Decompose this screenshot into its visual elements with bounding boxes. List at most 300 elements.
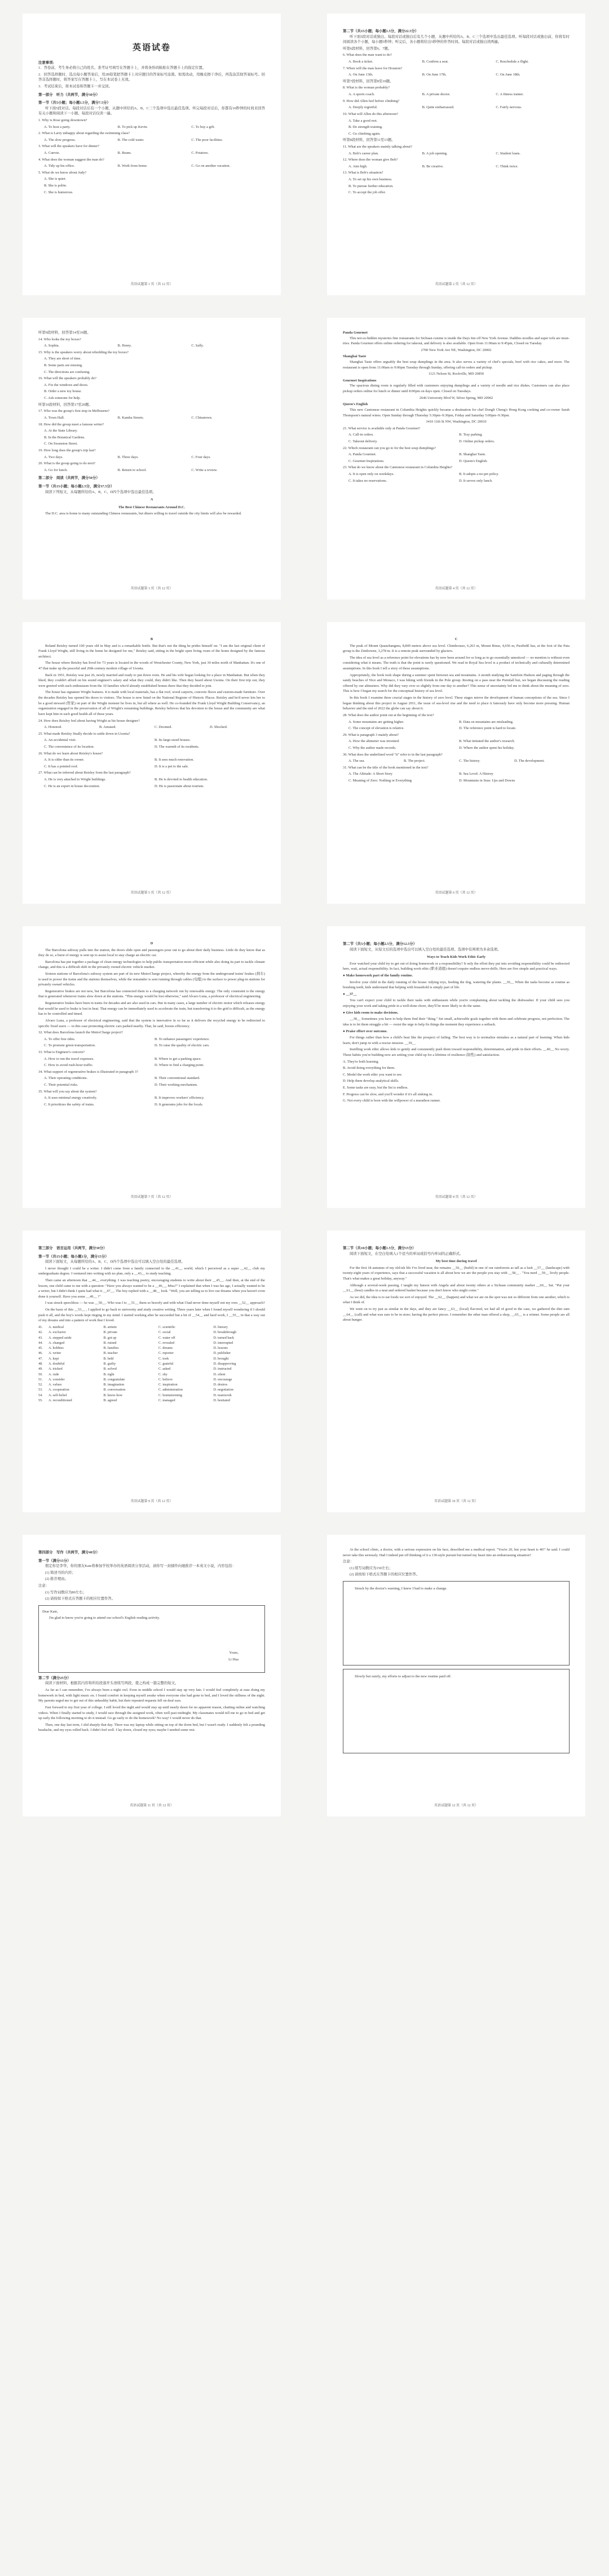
question-stem: 15. Why is the speakers worry about rebuilding the toy boxes? xyxy=(38,350,129,354)
passage-paragraph: The idea of sea level as a reference point for elevations has by now been around for so long as to go essentially unnoticed — no mention is without even considering what it means. The truth is that the point is rarely questioned. We read in Royal Sea level is a product of technically and culturally determined assumptions. In this book I tell a story of these assumptions. xyxy=(343,655,570,671)
restaurant-desc: The spacious dining room is regularly filled with customers enjoying dumplings and a variety of noodle and rice dishes. Customers can also place pickup orders online for lunch or dinner until 8:00pm on days open. Closed on Tuesdays. xyxy=(343,384,570,394)
option: C. Their potential risks. xyxy=(44,1083,78,1087)
option: B. Where to get a parking space. xyxy=(155,1056,202,1061)
option: B. congratulate xyxy=(103,1377,125,1382)
note-item: 1．答卷前，考生务必将自己的姓名、准考证号填写在答题卡上，并将条形码粘贴在答题卡上的指定位置。 xyxy=(38,66,206,70)
note-item: (1) 续写词数应为150左右； xyxy=(350,1566,393,1570)
passage-paragraph: Regenerative brakes are not new, but Barcelona has connected them to a charging network run by renewable energy. The only constraint is the energy that is generated whenever trains slow down at the stations. "This energy would be lost otherwise," said Alvaro Luna, a professor of electrical engineering. xyxy=(38,989,265,999)
cloze-number: 47. xyxy=(38,1356,43,1361)
option: A. An accidental visit. xyxy=(44,738,76,743)
option: C. Student loans. xyxy=(496,151,521,156)
option: C. A fitness trainer. xyxy=(496,92,524,97)
option: D. The reference point is hard to locate. xyxy=(459,726,517,731)
passage-paragraph: Barcelona has put together a package of clean energy technologies to help public transportation more efficient while also doing its part to tackle climate change, and this is a difficult shift in the privately owned electric vehicle market. xyxy=(38,960,265,970)
option: B. Its large-sized houses. xyxy=(155,738,191,743)
question-options xyxy=(348,758,570,764)
cloze-number: 41. xyxy=(38,1325,43,1329)
question-stem: 1. Why is Rose going downtown? xyxy=(38,118,87,122)
exam-page-11 xyxy=(23,1535,281,1816)
option: D. Mountains in Seas: Ups and Downs xyxy=(459,779,515,783)
passage-paragraph: We went on to try just as similar in the days, and they are fancy __63__ (local) flavored, we had all of good in the case, we gathered the dim sum __64__ (call) and what was sure to be in store; having the perfect pieces. I remember the other man offered a shop, __65__ is a winner. Some people are all about hunger. xyxy=(343,1307,570,1322)
question-options xyxy=(348,719,570,725)
restaurant-address: 2700 New York Ave NE, Washington, DC 20002 xyxy=(421,348,492,352)
option: D. The development. xyxy=(514,759,545,763)
notes-label: 注意： xyxy=(343,1560,354,1564)
question xyxy=(38,131,265,143)
option: D. publisher xyxy=(213,1351,231,1356)
option: C. reporter xyxy=(158,1351,174,1356)
section-heading: 第一节（共15小题；每小题1分，满分15分） xyxy=(38,1254,109,1259)
question-options xyxy=(44,343,265,349)
option: A. The sea. xyxy=(348,759,365,763)
option: A. The Altitude: A Short Story xyxy=(348,772,392,776)
option: D. lessons xyxy=(213,1346,228,1351)
restaurant-desc: This new Cantonese restaurant in Columbia Heights quickly became a destination for chef Dongli Cheng's Hong Kong cooking and co-owner Sarah Thompson's natural wines. Open Sunday through Thursday 5:30pm–9:30pm, Friday and Saturday 5:00pm–9:30pm. xyxy=(343,407,570,418)
option: D. negotiation xyxy=(213,1388,233,1392)
option: C. believe xyxy=(158,1377,173,1382)
passage-letter: B xyxy=(150,637,153,641)
option: B. Do strength training. xyxy=(348,125,383,130)
exam-title: 英语试卷 xyxy=(132,43,171,52)
sheet-3 xyxy=(0,609,609,913)
option: C. Go on another vacation. xyxy=(191,164,231,168)
sheet-1 xyxy=(0,0,609,304)
passage-paragraph: Ever watched your child try to get out of doing homework or a responsibility? It only the effort they put into avoiding responsibility could be redirected here, wait, actual responsibility. In fact, building work ethic (职业道德) doesn't require endless nerve-drills. Here are five simple and practical ways. xyxy=(343,961,570,971)
option: D. Queen's English. xyxy=(459,459,488,463)
exam-page-8 xyxy=(327,926,585,1208)
option: B. solved xyxy=(103,1367,117,1371)
question-stem: 5. What do we know about Judy? xyxy=(38,170,87,175)
restaurant-name: Shanghai Taste xyxy=(343,354,367,359)
cloze-number: 43. xyxy=(38,1335,43,1340)
exam-page-7 xyxy=(23,926,281,1208)
passage-paragraph: As we did, the idea is to eat foods we sort of enjoyed. The __62__ (happen) and what we ate on the spot was not so different from one another, which is what I think of. xyxy=(343,1295,570,1305)
question-stem: 4. What does the woman suggest the man do? xyxy=(38,157,104,162)
question xyxy=(38,170,265,195)
passage-paragraph: I was struck speechless — he was __50__. Who was I to __51__ them so bravely and with what I had never done myself not my own __52__ approach? xyxy=(45,1301,265,1305)
question-options xyxy=(348,59,570,65)
option: C. water off xyxy=(158,1335,175,1340)
option: C. The convenience of its location. xyxy=(44,744,95,749)
option: A. They're both learning. xyxy=(343,1059,379,1064)
passage-paragraph: The peak of Mount Quanzhangmu, 8,849 meters above sea level. Chimborazo, 6,263 m, Mount Rinse, 4,656 m, Pusibidil has, at the foot of the Pata group is the Zimbowne, 3,278 m. It is a remote peak surrounded by glaciers. xyxy=(343,643,570,654)
question-options xyxy=(44,777,265,783)
option: A. At the State Library. xyxy=(44,429,78,433)
question-options xyxy=(348,452,570,458)
question-stem: 33. What is Engineer's concern? xyxy=(38,1050,85,1054)
option: B. got up xyxy=(103,1335,117,1340)
passage-paragraph: Regenerative brakes have been in trains for decades and are also used in cars. But in many cases, a large number of electric motor which releases energy that would be used to brake is lost in heat. That energy can be immediately used to accelerate the train, but transferring it to the grid is difficult, as the energy has to be controlled and timed. xyxy=(38,1001,265,1016)
option: B. Shanghai Taste. xyxy=(459,452,486,457)
sheet-5 xyxy=(0,1217,609,1521)
option: A. reconditioned xyxy=(48,1398,72,1403)
option: A. He is very attached to Wright buildings. xyxy=(44,778,106,782)
option: A. Panda Gourmet. xyxy=(348,452,377,457)
option: C. brainstorming xyxy=(158,1393,182,1397)
exam-page-3 xyxy=(23,318,281,599)
option: A. Sophia. xyxy=(44,344,60,348)
option: B. right xyxy=(103,1372,114,1376)
question-options xyxy=(348,459,570,464)
option: A. Carrots. xyxy=(44,151,60,156)
question-stem: 2. What is Larry unhappy about regarding the swimming class? xyxy=(38,131,130,136)
option: C. managed xyxy=(158,1398,175,1403)
option: B. On June 17th. xyxy=(422,73,447,77)
page-footer: 英语试题第 11 页（共 12 页） xyxy=(130,1804,174,1807)
question-stem: 24. How does Reisley feel about having Wright as his house designer? xyxy=(38,718,140,723)
note-item: 2．回答选择题时，选出每小题答案后，用2B铅笔把答题卡上对应题目的答案标号涂黑。如需改动，用橡皮擦干净后，再选涂其他答案标号。回答非选择题时，将答案写在答题卡上，写在本试卷上无效。 xyxy=(38,72,265,82)
passage-paragraph: Fast forward to my first year of college. I still loved the night and would stay up until nearly dawn for no apparent reason, chatting online and watching videos. When I finally started to study, I would race through the assigned work, often well past midnight. My classmates would tell me to go to bed and get up early the following morning to do it instead. Go go early to do the homework? No way! I would never do that. xyxy=(38,1705,265,1721)
letter-closing: Yours, xyxy=(229,1651,239,1655)
cloze-number: 44. xyxy=(38,1340,43,1345)
section-desc: 听下面5段对话。每段对话后有一个小题，从题中所给的A、B、C三个选项中选出最佳选项。听完每段对话后，你都有10秒钟的时间来回答有关小题和阅读下一小题。每段对话仅读一遍。 xyxy=(38,106,265,116)
cloze-number: 53. xyxy=(38,1388,43,1392)
question-options xyxy=(44,764,265,770)
exam-page-6 xyxy=(327,622,585,904)
option: A. To host a party. xyxy=(44,125,70,129)
question-stem: 29. What is paragraph 3 mainly about? xyxy=(343,732,399,737)
option: A. How the altimeter was invented. xyxy=(348,739,400,744)
option: D. interrupted xyxy=(213,1340,233,1345)
question-options xyxy=(44,455,265,460)
letter-answer-box xyxy=(38,1605,265,1673)
question-options xyxy=(348,771,570,777)
option: B. Sea Level: A History xyxy=(459,772,493,776)
passage-paragraph: The house where Reisley has lived for 73 years is located in the woods of Westchester County, New York, just 30 miles north of Manhattan. It's one of 47 that make up the peaceful and 20th-century modern village of Usonia. xyxy=(38,661,265,671)
option: B. Order a new toy house. xyxy=(44,389,82,394)
option: D. teamwork xyxy=(213,1393,232,1397)
option: A. rude xyxy=(48,1372,59,1376)
option: C. Fairly nervous. xyxy=(496,105,522,110)
notes-label: 注意： xyxy=(38,1584,50,1588)
question-options xyxy=(44,725,265,730)
option: D. disapproving xyxy=(213,1362,236,1366)
page-footer: 英语试题第 3 页（共 12 页） xyxy=(130,587,173,590)
part-heading: 第三部分 语言运用（共两节，满分30分） xyxy=(38,1246,107,1250)
sheet-4 xyxy=(0,913,609,1217)
option: B. Avoid doing everything for them. xyxy=(343,1066,395,1071)
question-stem: 16. What will the speakers probably do? xyxy=(38,376,96,381)
option: C. Takeout delivery. xyxy=(348,439,378,443)
option: D. Where to find a charging point. xyxy=(155,1063,204,1068)
question-options xyxy=(348,472,570,477)
option: B. The cold water. xyxy=(117,137,144,142)
option: D. The warmth of its residents. xyxy=(155,744,200,749)
question-options xyxy=(348,739,570,744)
option: A. writer xyxy=(48,1351,61,1356)
section-desc: 听下面5段对话或独白。每段对话或独白后有几个小题，从题中所给的A、B、C三个选项中选出最佳选项。听每段对话或独白前，你将有时间阅读各个小题，每小题5秒钟；听完后，各小题将给出5秒钟的作答时间。每段对话或独白读两遍。 xyxy=(343,34,570,45)
option: A. Some mountains are getting higher. xyxy=(348,719,404,724)
question-stem: 30. What does the underlined word "it" refer to in the last paragraph? xyxy=(343,752,443,757)
exam-page-12 xyxy=(327,1535,585,1816)
group-lead: 听第9段材料，回答第14至16题。 xyxy=(38,331,91,335)
cloze-number: 48. xyxy=(38,1362,43,1366)
part-heading: 第二部分 阅读（共两节，满分50分） xyxy=(38,476,100,481)
passage-letter: C xyxy=(454,637,458,641)
option: A. tricked xyxy=(48,1367,63,1371)
option: C. scientific xyxy=(158,1325,175,1329)
page-footer: 英语试题第 2 页（共 12 页） xyxy=(435,283,478,286)
option: A. Bob's career plan. xyxy=(348,151,379,156)
passage-title: The Best Chinese Restaurants Around D.C. xyxy=(118,505,186,509)
passage-paragraph: Back in 1951, Reisley was just 26, newly married and ready to put down roots. He and his wife began looking for a place in Manhattan. But when they liked, they couldn't afford on his sound engineer's salary and what they could, they didn't like. Then they heard about Usonia. On their first trip out, they were greeted with such enthusiasm from the 10 families who'd already established homes there that they decided to join. xyxy=(38,673,265,688)
option: B. Work from home. xyxy=(117,164,148,168)
option: C. took xyxy=(158,1356,169,1361)
option: B. held xyxy=(103,1356,114,1361)
passage-paragraph: For things rather than how a child's beat like the prospect of failing. The best way is to normalize mistakes as a natural part of learning. When kids learn, don't jump in with a rescue mission. __39__ xyxy=(343,1036,570,1045)
option: B. She is polite. xyxy=(44,184,67,188)
question-options xyxy=(44,744,265,750)
option: C. shy xyxy=(158,1372,167,1376)
requirement-item: (1) 简述书的内容； xyxy=(45,1570,76,1575)
option: A. The slow progress. xyxy=(44,137,76,142)
note-item: (2) 请按如下格式在答题卡的相应位置作答。 xyxy=(45,1597,116,1601)
page-footer: 英语试题第 9 页（共 12 页） xyxy=(130,1500,173,1503)
question-options xyxy=(44,738,265,743)
question-options xyxy=(44,1043,265,1049)
section-heading: 第一节（共15小题；每小题2.5分，满分37.5分） xyxy=(38,485,114,489)
option: D. literary xyxy=(213,1325,228,1329)
option: B. Three days. xyxy=(117,455,139,459)
restaurant-desc: Shanghai Taste offers arguably the best soup dumplings in the area. It also serves a variety of chef's specials, beef with rice cakes, and more. The restaurant is open from 11:00am to 9:00pm Tuesday through Sunday, offering call-in orders and pickup. xyxy=(343,360,570,370)
option: D. He is passionate about tourism. xyxy=(155,784,204,788)
question-stem: 23. What do we know about the Cantonese restaurant in Columbia Heights? xyxy=(343,465,453,470)
cloze-number: 50. xyxy=(38,1372,43,1376)
passage-subheading: ● Make homework part of the family routine. xyxy=(343,974,413,978)
option: C. Write a review. xyxy=(191,468,218,472)
option: C. dreams xyxy=(158,1346,173,1351)
section-heading: 第一节（满分15分） xyxy=(38,1558,71,1563)
passage-paragraph: On the basis of this __53__ , I applied to go back to university and study creative writing. Three years later when I found myself wondering if I should push it all, and the boy's words kept ringing in my mind. I started working after he succeeded but a bit of __54__ and hard work, I __55__ in that a way out of my dreams and into a pattern of work that I loved. xyxy=(38,1308,265,1323)
option: A. consider xyxy=(48,1377,65,1382)
option: D. turned back xyxy=(213,1335,235,1340)
option: D. silent xyxy=(213,1372,226,1376)
question-stem: 22. Which restaurant can you go to for the best soup dumplings? xyxy=(343,446,436,450)
option: A. medical xyxy=(48,1325,64,1329)
question-options xyxy=(44,1095,265,1101)
question-options xyxy=(44,1063,265,1068)
sheet-6 xyxy=(0,1521,609,1826)
option: A. hobbies xyxy=(48,1346,64,1351)
question-stem: 21. What service is available only at Panda Gourmet? xyxy=(343,426,421,430)
group-lead: 听第7段材料，回答第8至10题。 xyxy=(343,79,394,83)
option: B. Confirm a seat. xyxy=(422,60,449,64)
option: C. asked xyxy=(158,1367,171,1371)
note-item: (2) 请按如下格式在答题卡的相应位置作答。 xyxy=(350,1573,420,1577)
option: C. The concept of elevation is relative. xyxy=(348,726,404,731)
option: D. Online pickup orders. xyxy=(459,439,495,443)
option: B. The project. xyxy=(404,759,426,763)
passage-paragraph: The Barcelona subway pulls into the station, the doors slide open and passengers pour out to go about their daily business. Little do they know that as they do so, a burst of energy is sent up to assist local to stay charge an electric car. xyxy=(38,948,265,958)
option: A. self-belief xyxy=(48,1393,67,1397)
option: C. Ask someone for help. xyxy=(44,396,81,401)
option: A. To set up his own business. xyxy=(348,177,392,182)
restaurant-entry xyxy=(343,330,570,353)
option: D. Where the author spent his holiday. xyxy=(459,745,515,750)
option: D. It is a pet to the sale. xyxy=(155,764,189,769)
option: A. A sports coach. xyxy=(348,92,375,97)
option: D. It generates jobs for the locals. xyxy=(155,1102,204,1107)
question-options xyxy=(348,164,570,170)
question-options xyxy=(44,150,265,156)
notes-label: 注意事项: xyxy=(38,60,54,65)
option: A. exclusive xyxy=(48,1330,66,1335)
option: A. cooperation xyxy=(48,1388,69,1392)
continuation-box-1 xyxy=(343,1581,570,1665)
restaurant-name: Panda Gourmet xyxy=(343,331,368,335)
option: C. Think twice. xyxy=(496,164,518,168)
passage-paragraph: At the school clinic, a doctor, with a serious expression on his face, described me a medical report. "You're 20, but your heart is 40!" he said. I could never take this seriously. Had I indeed put off thinking of it a 130-style pursuit but turned my heart into an embarrassing situation? xyxy=(343,1548,570,1557)
option: A. It is open only on weekdays. xyxy=(348,472,394,477)
question-stem: 26. What do we learn about Reisley's house? xyxy=(38,751,103,756)
option: B. Data on mountains are misleading. xyxy=(459,719,514,724)
option: B. families xyxy=(103,1346,119,1351)
option: D. instructed xyxy=(213,1367,232,1371)
question-stem: 20. What is the group going to do next? xyxy=(38,461,96,466)
option: B. Be creative. xyxy=(422,164,444,168)
section-desc: 阅读下列短文，从每题所给的A、B、C、D四个选项中选出最佳选项。 xyxy=(45,490,156,494)
restaurant-entry xyxy=(343,402,570,424)
option: A. Honored. xyxy=(44,725,62,730)
option: B. agreed xyxy=(103,1398,117,1403)
passage-letter: D xyxy=(150,941,153,945)
passage-paragraph: Although a several-week passing, I taught my liaison with Angela and about twenty others at a Sichuan community market __60__ Sat. "Put your __61__ (best) candles in a neat and ordered basket because you don't know who might come." xyxy=(343,1283,570,1293)
cloze-number: 51. xyxy=(38,1377,43,1382)
option: A. Aim high. xyxy=(348,164,368,168)
page-footer: 英语试题第 6 页（共 12 页） xyxy=(435,891,478,895)
exam-page-9 xyxy=(23,1231,281,1512)
section-desc: 阅读下面短文，在空白处填入1个适当的单词或括号内单词的正确形式。 xyxy=(350,1251,464,1256)
option: C. It prioritizes the safety of trains. xyxy=(44,1102,95,1107)
passage-paragraph: I never thought I could be a writer. I didn't come from a family connected to the __41__ world, which I perceived as a super __42__ club my undergraduate degree. I ventured into writing with no plan, only a __43__ to study teaching. xyxy=(38,1266,265,1276)
option: B. In the Botanical Gardens. xyxy=(44,435,85,439)
option: C. revealed xyxy=(158,1340,175,1345)
option: C. The poor facilities. xyxy=(191,137,223,142)
option: A. Call-in orders. xyxy=(348,433,374,437)
part-heading: 第一部分 听力（共两节，满分30分） xyxy=(38,92,100,97)
cloze-number: 42. xyxy=(38,1330,43,1335)
question-options xyxy=(44,784,265,789)
cloze-number: 46. xyxy=(38,1351,43,1356)
question-stem: 32. What does Barcelona launch the MetroCharge project? xyxy=(38,1031,123,1035)
group-lead: 听第8段材料，回答第11至13题。 xyxy=(343,138,395,143)
option: F. Progress can be slow, and you'll wonder if it's all sinking in. xyxy=(343,1092,433,1096)
option: A. Go for lunch. xyxy=(44,468,68,472)
option: D. To raise the quality of electric cars. xyxy=(155,1043,210,1048)
option: C. It has a pointed roof. xyxy=(44,764,78,769)
option: B. know-how xyxy=(103,1393,123,1397)
option: B. Amused. xyxy=(99,725,117,730)
option: A. Deeply regretful. xyxy=(348,105,378,110)
option: A. She is quiet. xyxy=(44,177,67,181)
group-lead: 听第10段材料，回答第17至20题。 xyxy=(38,402,92,407)
part-heading: 第四部分 写作（共两节，满分40分） xyxy=(38,1551,100,1555)
requirement-item: (2) 推荐理由。 xyxy=(45,1577,69,1582)
cloze-options-table xyxy=(38,1325,265,1403)
question-options xyxy=(348,151,570,157)
question-options xyxy=(348,105,570,110)
cloze-number: 52. xyxy=(38,1383,43,1387)
option: D. encourage xyxy=(213,1377,232,1382)
option: B. Henry. xyxy=(117,344,132,348)
option: B. artistic xyxy=(103,1325,117,1329)
passage-paragraph: Alvaro Luna, a professor of electrical engineering, said that the system is innovative in so far as it delivers the recycled energy to be redirected to specific fixed users — in this case promoting electric cars parked nearby. That, he said, boosts efficiency. xyxy=(38,1018,265,1028)
option: B. Tray parking. xyxy=(459,433,483,437)
question-options xyxy=(348,92,570,97)
page-footer: 英语试题第 1 页（共 12 页） xyxy=(130,283,173,286)
question-options xyxy=(348,726,570,731)
option: A. It uses minimal energy creatively. xyxy=(44,1096,98,1100)
option: C. Doomed. xyxy=(155,725,173,730)
passage-paragraph: Then came an afternoon that __44__ everything. I was teaching poetry, encouraging students to write about their __45__. And then, at the end of the lesson, one child came to me with a question: "Have you always wanted to be a __46__, Miss?" I explained that when I was his age, I actually wanted to be a writer, but I didn't think I quite had what it __47__. The boy replied with a __48__ look. "Well, you are telling us to live our dreams when you haven't even done it yourself. Have you some __49__ ?" xyxy=(38,1278,265,1299)
option: C. How to avoid rush-hour traffic. xyxy=(44,1063,94,1068)
option: B. teacher xyxy=(103,1351,118,1356)
restaurant-entry xyxy=(343,378,570,401)
option: C. administration xyxy=(158,1388,183,1392)
option: B. What initiated the author's research. xyxy=(459,739,515,744)
option: B. imagination xyxy=(103,1383,125,1387)
section-heading: 第一节（共5小题；每小题1.5分，满分7.5分） xyxy=(38,101,111,105)
option: C. Go climbing again. xyxy=(348,131,381,136)
option: G. Not every child is born with the willpower of a marathon runner. xyxy=(343,1099,441,1103)
question-stem: 25. What made Reisley finally decide to settle down in Usonia? xyxy=(38,731,130,736)
question-options xyxy=(348,72,570,78)
question-stem: 14. Who looks the toy boxes? xyxy=(38,337,81,341)
question-options xyxy=(44,1037,265,1042)
question-stem: 9. How did Allen feel before climbing? xyxy=(343,99,400,103)
exam-page-5 xyxy=(23,622,281,904)
option: A. Tidy up his office. xyxy=(44,164,75,168)
continuation-opening: Slowly but surely, my efforts to adjust to the new routine paid off. xyxy=(355,1675,452,1679)
cloze-number: 49. xyxy=(38,1367,43,1371)
option: C. To accept the job offer. xyxy=(348,190,386,195)
passage-paragraph: Appropriately, the book took shape during a summer spent between sea and mountains. A month studying the Sainfoin Hudson and paging through the sandy beaches of Nice and Monaco, I was hiking with friends in the Pole group. Resting on a pass near the Puimlall hut, we began discussing the reading offered by our altimeters. Why did they vary over so slightly from one day to another? This sense of uncertainty led me to think about the meaning of zero. This is how I began my search for the conceptual history of sea level. xyxy=(343,673,570,694)
question xyxy=(38,118,265,130)
group-lead: 听第6段材料，回答第6、7题。 xyxy=(343,46,392,51)
option: A. How to run the travel expenses. xyxy=(44,1056,94,1061)
option: B. To enhance passengers' experience. xyxy=(155,1037,210,1041)
section-heading: 第二节（共5小题；每小题2.5分，满分12.5分） xyxy=(343,942,417,946)
option: C. Potatoes. xyxy=(191,151,209,156)
question-options xyxy=(44,137,265,143)
question-options xyxy=(44,1056,265,1062)
question-options xyxy=(348,778,570,784)
section-heading: 第二节（满分25分） xyxy=(38,1676,71,1680)
passage-paragraph: You can't expect your child to tackle their tasks with enthusiasm while you're complaining about tackling the dishwasher. If your child sees you enjoying your work and taking pride in a well-done chore, they'll be more likely to do the same. xyxy=(343,998,570,1009)
option: C. To buy a gift. xyxy=(191,125,215,129)
page-footer: 英语试题第 10 页（共 12 页） xyxy=(434,1500,478,1503)
option: C. Sally. xyxy=(191,344,204,348)
option: B. Beans. xyxy=(117,151,132,156)
question-stem: 34. What support of regenerative brakes is illustrated in paragraph 3? xyxy=(38,1069,138,1074)
section-desc: 阅读下面材料，根据其内容和所给段落开头语续写两段，使之构成一篇完整的短文。 xyxy=(45,1681,179,1686)
cloze-number: 45. xyxy=(38,1346,43,1351)
option: B. A job opening. xyxy=(422,151,448,156)
option: C. grateful xyxy=(158,1362,174,1366)
cloze-number: 54. xyxy=(38,1393,43,1397)
question-stem: 3. What will the speakers have for dinner? xyxy=(38,144,100,149)
option: B. To pursue further education. xyxy=(348,184,394,188)
option: A. doubtful xyxy=(48,1362,65,1366)
option: C. Meaning of Zero: Nothing or Everything xyxy=(348,779,412,783)
option: B. Some parts are missing. xyxy=(44,363,83,368)
question-stem: 8. What is the woman probably? xyxy=(343,86,390,90)
exam-page-2 xyxy=(327,14,585,295)
option: B. Their conventional standard. xyxy=(155,1076,200,1081)
question-options xyxy=(44,125,265,130)
question-options xyxy=(44,757,265,763)
option: E. Some tasks are easy, but the list is endless. xyxy=(343,1086,409,1090)
